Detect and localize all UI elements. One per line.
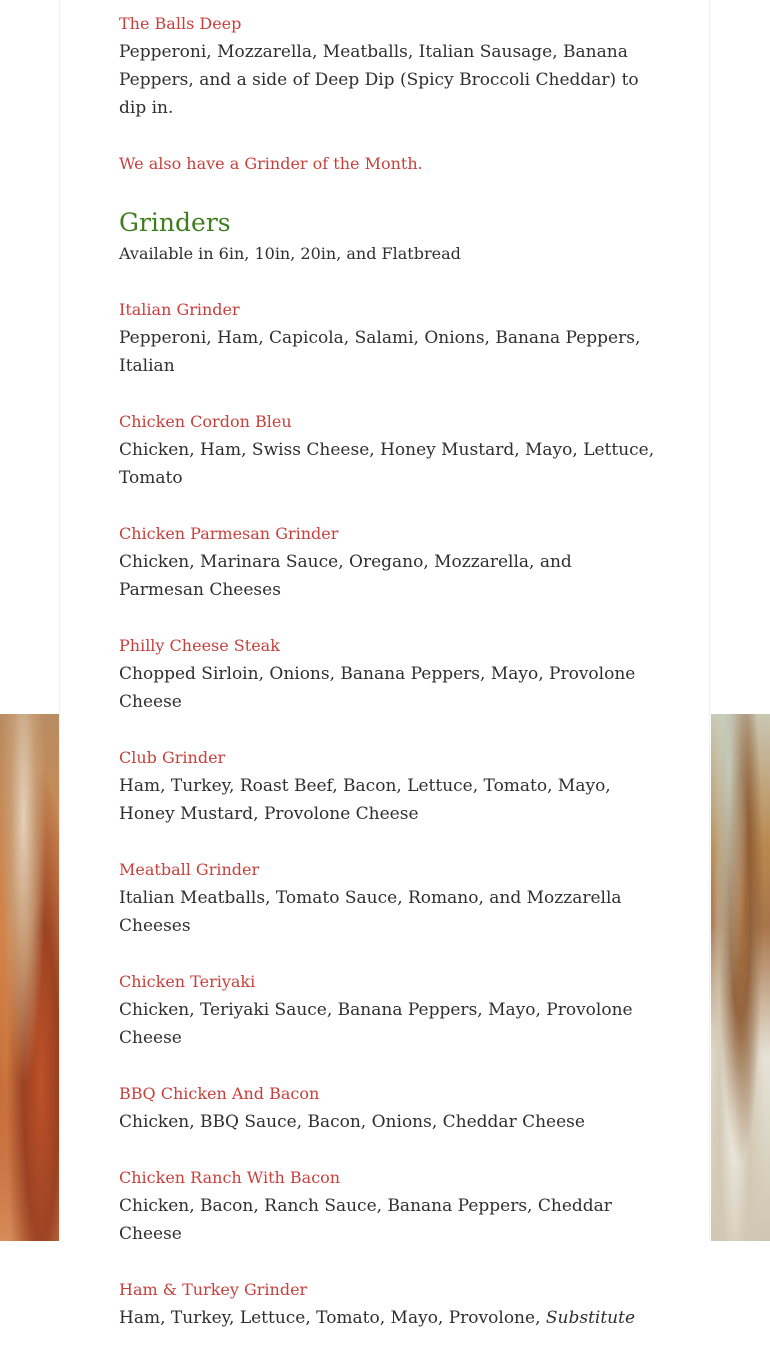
menu-card [59, 0, 710, 1328]
menu-item-description: Chicken, BBQ Sauce, Bacon, Onions, Cheddar Cheese [119, 1112, 585, 1132]
menu-item-description: Chicken, Marinara Sauce, Oregano, Mozzarella, and Parmesan Cheeses [119, 552, 572, 600]
menu-item-chicken-parmesan-grinder [119, 520, 659, 604]
menu-item-description-italic: Substitute [545, 1308, 636, 1328]
section-subtitle-sizes: Available in 6in, 10in, 20in, and Flatbread [119, 244, 461, 263]
menu-item-chicken-ranch-with-bacon [119, 1164, 659, 1248]
menu-item-description: Chicken, Bacon, Ranch Sauce, Banana Peppers, Cheddar Cheese [119, 1196, 612, 1244]
background-food-photo-left [0, 714, 59, 1241]
menu-item-name: Chicken Cordon Bleu [119, 412, 292, 431]
menu-item-name: BBQ Chicken And Bacon [119, 1084, 320, 1103]
menu-item-name: Ham & Turkey Grinder [119, 1280, 308, 1299]
menu-item-description: Chopped Sirloin, Onions, Banana Peppers, Mayo, Provolone Cheese [119, 664, 636, 712]
background-food-photo-right [711, 714, 770, 1241]
grinder-of-month-note: We also have a Grinder of the Month. [119, 154, 423, 173]
menu-item-description: Chicken, Ham, Swiss Cheese, Honey Mustard, Mayo, Lettuce, Tomato [119, 440, 655, 488]
menu-item-name: The Balls Deep [119, 14, 242, 33]
menu-item-club-grinder [119, 744, 659, 828]
menu-item-chicken-teriyaki [119, 968, 659, 1052]
section-title-grinders: Grinders [119, 208, 231, 237]
menu-item-description-text: Ham, Turkey, Lettuce, Tomato, Mayo, Provolone [119, 1308, 536, 1328]
menu-item-ham-turkey-grinder [119, 1276, 659, 1332]
menu-item-description: Ham, Turkey, Roast Beef, Bacon, Lettuce, Tomato, Mayo, Honey Mustard, Provolone Cheese [119, 776, 611, 824]
menu-item-name: Club Grinder [119, 748, 226, 767]
menu-item-name: Italian Grinder [119, 300, 240, 319]
menu-item-meatball-grinder [119, 856, 659, 940]
menu-item-description: Pepperoni, Mozzarella, Meatballs, Italian Sausage, Banana Peppers, and a side of Deep Dip (Spicy Broccoli Cheddar) to dip in. [119, 42, 639, 118]
menu-item-description: Chicken, Teriyaki Sauce, Banana Peppers, Mayo, Provolone Cheese [119, 1000, 633, 1048]
menu-item-bbq-chicken-and-bacon [119, 1080, 659, 1136]
menu-item-philly-cheese-steak [119, 632, 659, 716]
menu-item-chicken-cordon-bleu [119, 408, 659, 492]
menu-item-name: Chicken Teriyaki [119, 972, 256, 991]
menu-content [119, 10, 659, 1360]
menu-item [119, 10, 659, 122]
menu-item-name: Meatball Grinder [119, 860, 260, 879]
menu-item-italian-grinder [119, 296, 659, 380]
menu-item-description: Ham, Turkey, Lettuce, Tomato, Mayo, Provolone, Substitute [119, 1308, 636, 1328]
menu-item-description: Pepperoni, Ham, Capicola, Salami, Onions, Banana Peppers, Italian [119, 328, 641, 376]
menu-item-name: Chicken Parmesan Grinder [119, 524, 339, 543]
menu-item-name: Philly Cheese Steak [119, 636, 280, 655]
menu-item-name: Chicken Ranch With Bacon [119, 1168, 341, 1187]
menu-item-description: Italian Meatballs, Tomato Sauce, Romano, and Mozzarella Cheeses [119, 888, 622, 936]
